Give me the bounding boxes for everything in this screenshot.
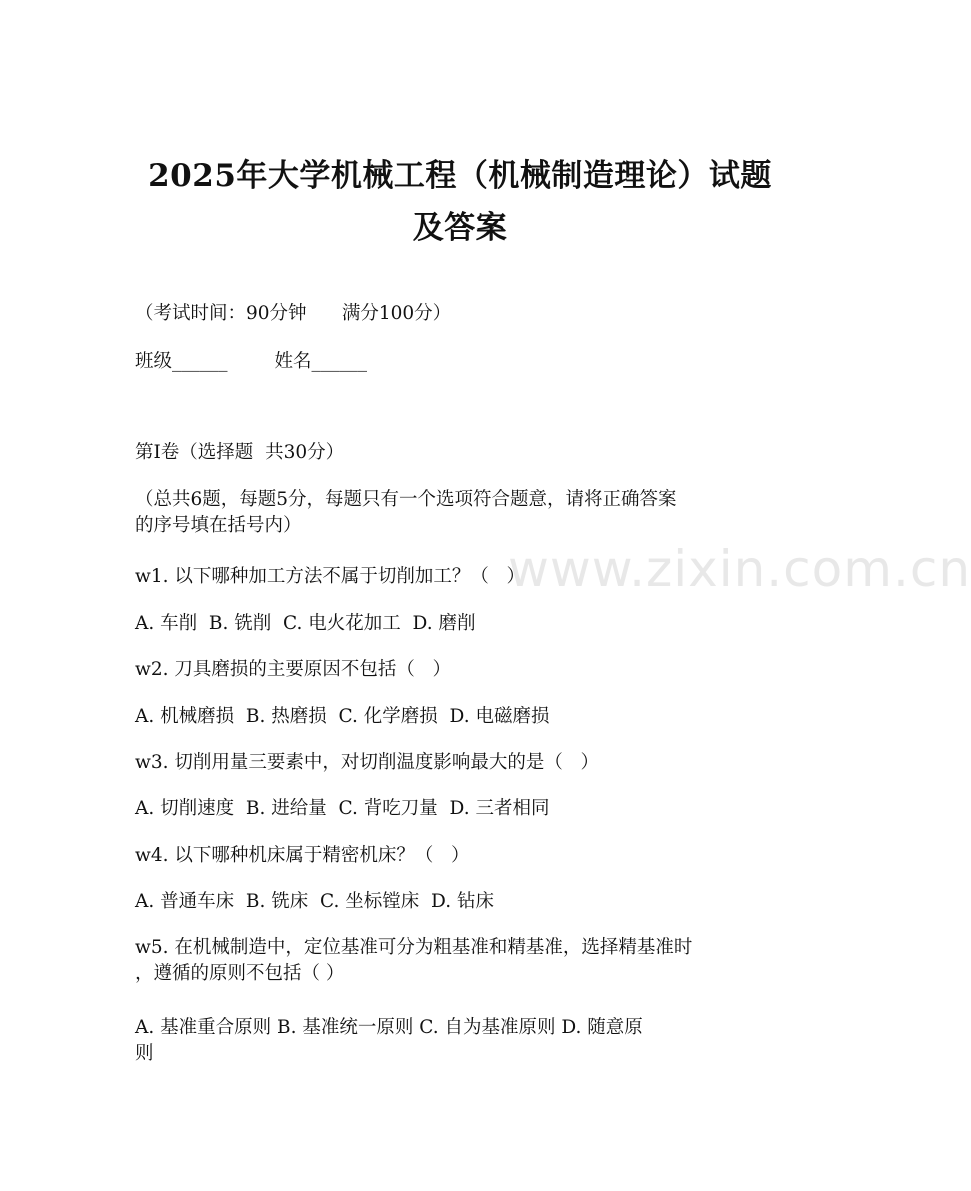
question-options: A. 基准重合原则 B. 基准统一原则 C. 自为基准原则 D. 随意原 则	[135, 1017, 643, 1064]
exam-info: （考试时间：90分钟 满分100分）	[135, 303, 452, 324]
question-stem: w1. 以下哪种加工方法不属于切削加工？（ ）	[135, 566, 526, 587]
question-stem: w3. 切削用量三要素中，对切削温度影响最大的是（ ）	[135, 752, 600, 773]
section-instructions: （总共6题，每题5分，每题只有一个选项符合题意，请将正确答案 的序号填在括号内）	[135, 489, 677, 536]
question-options: A. 切削速度 B. 进给量 C. 背吃刀量 D. 三者相同	[135, 798, 550, 819]
watermark: www.zixin.com.cn	[508, 540, 971, 598]
question-stem: w5. 在机械制造中，定位基准可分为粗基准和精基准，选择精基准时 ，遵循的原则不包括（ ）	[135, 937, 693, 984]
question-options: A. 普通车床 B. 铣床 C. 坐标镗床 D. 钻床	[135, 891, 494, 912]
question-options: A. 车削 B. 铣削 C. 电火花加工 D. 磨削	[135, 613, 476, 634]
document-title: 2025年大学机械工程（机械制造理论）试题 及答案	[148, 158, 772, 246]
class-name-line: 班级______ 姓名______	[135, 351, 368, 372]
section-heading: 第I卷（选择题 共30分）	[135, 442, 345, 463]
question-options: A. 机械磨损 B. 热磨损 C. 化学磨损 D. 电磁磨损	[135, 706, 550, 727]
question-stem: w4. 以下哪种机床属于精密机床？（ ）	[135, 845, 470, 866]
question-stem: w2. 刀具磨损的主要原因不包括（ ）	[135, 659, 452, 680]
